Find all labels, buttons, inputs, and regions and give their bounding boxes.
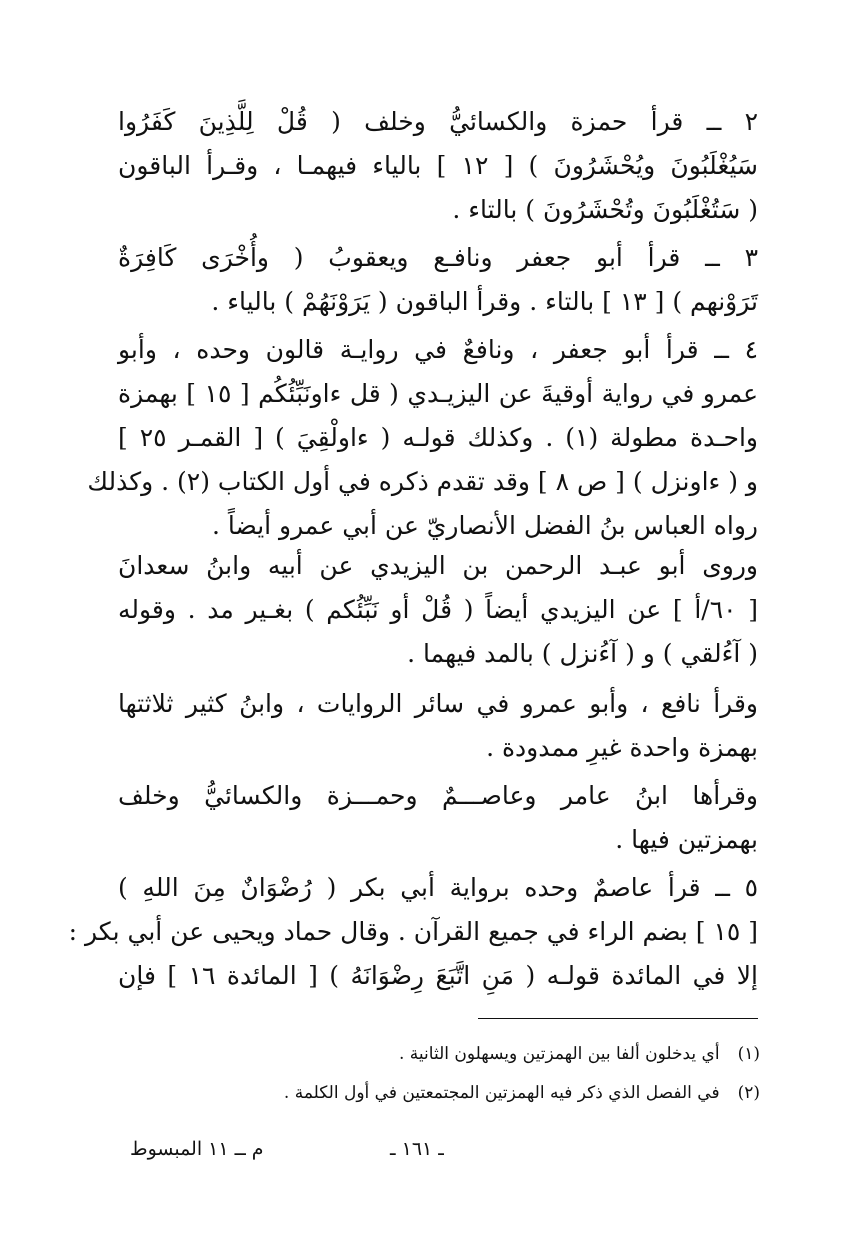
- text-line: [ ١٥ ] بضم الراء في جميع القرآن . وقال حماد ويحيى عن أبي بكر :: [68, 917, 758, 946]
- footnote-number: (١): [737, 1044, 760, 1064]
- paragraph-6: [118, 774, 758, 862]
- footnote-separator: [478, 1018, 758, 1019]
- paragraph-4: [118, 544, 758, 676]
- text-line: ٣ ــ قرأ أبو جعفر ونافـع ويعقوبُ ( وأُخْرَى كَافِرَةٌ: [118, 243, 758, 272]
- text-line: سَيُغْلَبُونَ ويُحْشَرُونَ ) [ ١٢ ] بالياء فيهمـا ، وقـرأ الباقون: [118, 151, 759, 180]
- text-line: ٢ ــ قرأ حمزة والكسائيُّ وخلف ( قُلْ لِلَّذِينَ كَفَرُوا: [118, 107, 758, 136]
- text-line: بهمزة واحدة غيرِ ممدودة .: [486, 733, 758, 762]
- text-line: وروى أبو عبـد الرحمن بن اليزيدي عن أبيه وابنُ سعدانَ: [118, 551, 758, 580]
- signature-mark: م ــ ١١ المبسوط: [130, 1138, 264, 1160]
- page-number: ـ ١٦١ ـ: [390, 1138, 444, 1160]
- paragraph-2: [118, 236, 758, 324]
- footnote-2: [200, 1081, 760, 1105]
- footnote-1: [200, 1042, 760, 1066]
- footnote-text: في الفصل الذي ذكر فيه الهمزتين المجتمعتين في أول الكلمة .: [283, 1083, 720, 1103]
- text-line: تَرَوْنهم ) [ ١٣ ] بالتاء . وقرأ الباقون ( يَرَوْنَهُمْ ) بالياء .: [211, 287, 758, 316]
- text-line: ٤ ــ قرأ أبو جعفر ، ونافعٌ في روايـة قالون وحده ، وأبو: [118, 335, 758, 364]
- text-line: إلا في المائدة قولـه ( مَنِ اتَّبَعَ رِضْوَانَهُ ) [ المائدة ١٦ ] فإن: [118, 961, 759, 990]
- text-line: ( سَتُغْلَبُونَ وتُحْشَرُونَ ) بالتاء .: [452, 195, 758, 224]
- text-line: وقرأها ابنُ عامر وعاصـــمٌ وحمـــزة والكسائيُّ وخلف: [118, 781, 758, 810]
- text-line: بهمزتين فيها .: [615, 825, 758, 854]
- footnote-number: (٢): [737, 1083, 760, 1103]
- paragraph-7: [68, 866, 759, 998]
- text-line: رواه العباس بنُ الفضل الأنصاريّ عن أبي عمرو أيضاً .: [212, 511, 758, 540]
- text-line: [ ٦٠/أ ] عن اليزيدي أيضاً ( قُلْ أو نَبِّئُكم ) بغـير مد . وقوله: [118, 595, 758, 624]
- footnote-text: أي يدخلون ألفا بين الهمزتين ويسهلون الثانية .: [399, 1044, 720, 1064]
- text-line: عمرو في رواية أوقيةَ عن اليزيـدي ( قل ءاونَبِّئُكُم [ ١٥ ] بهمزة: [118, 379, 758, 408]
- text-line: ( آءُلقي ) و ( آءُنزل ) بالمد فيهما .: [407, 639, 758, 668]
- paragraph-1: [118, 100, 758, 232]
- text-line: وقرأ نافع ، وأبو عمرو في سائر الروايات ، وابنُ كثير ثلاثتها: [118, 689, 758, 718]
- text-line: و ( ءاونزل ) [ ص ٨ ] وقد تقدم ذكره في أول الكتاب (٢) . وكذلك: [87, 467, 758, 496]
- paragraph-5: [118, 682, 758, 770]
- paragraph-3: [87, 328, 758, 548]
- text-line: ٥ ــ قرأ عاصمٌ وحده برواية أبي بكر ( رُضْوَانٌ مِنَ اللهِ ): [118, 873, 758, 902]
- text-line: واحـدة مطولة (١) . وكذلك قولـه ( ءاولْقِيَ ) [ القمـر ٢٥ ]: [118, 423, 758, 452]
